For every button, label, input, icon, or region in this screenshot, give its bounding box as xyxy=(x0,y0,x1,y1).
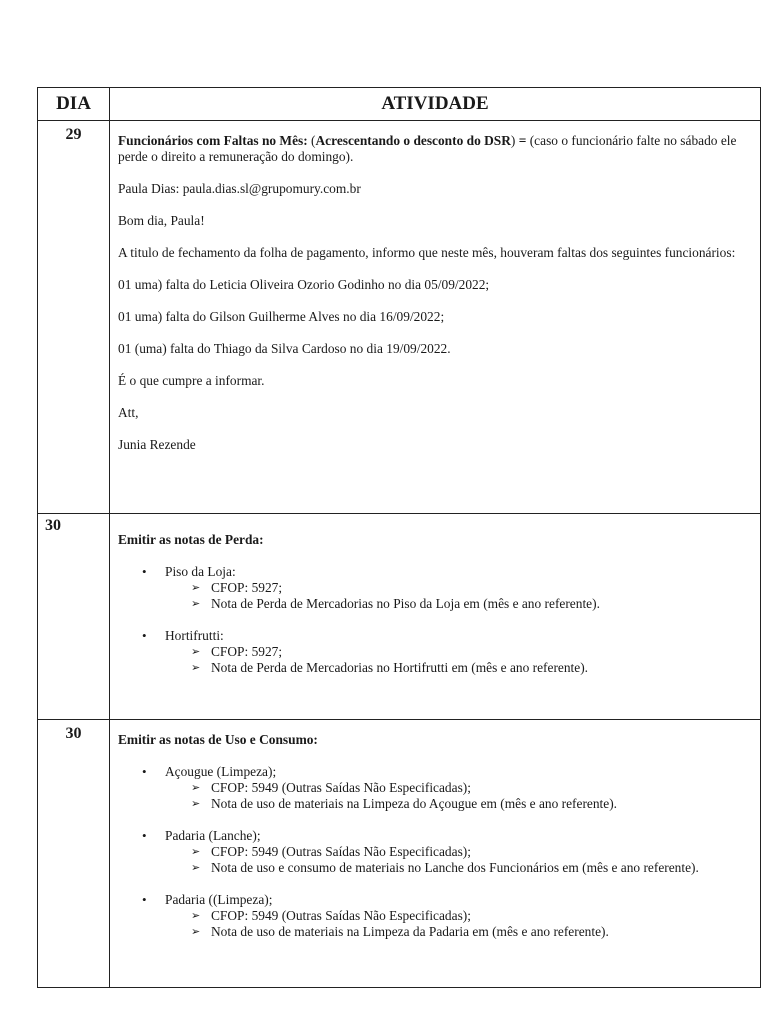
title-bold: Acrescentando o desconto do DSR xyxy=(315,133,511,148)
sub-item xyxy=(165,908,752,924)
list-item-label: Piso da Loja: xyxy=(165,564,236,579)
email-line: Paula Dias: paula.dias.sl@grupomury.com.br xyxy=(118,181,361,196)
arrow-icon: ➢ xyxy=(191,926,201,938)
list-item xyxy=(118,564,752,612)
day-cell: 29 xyxy=(38,121,110,514)
table-row xyxy=(38,121,761,514)
sub-list xyxy=(165,780,752,812)
title-bold: = xyxy=(518,133,527,148)
header-atividade: ATIVIDADE xyxy=(110,88,761,121)
greeting: Bom dia, Paula! xyxy=(118,213,205,228)
arrow-icon: ➢ xyxy=(191,782,201,794)
title-rest: (caso o funcionário falte no sábado ele perde o direito a remuneração do domingo). xyxy=(118,133,737,164)
list-item xyxy=(118,828,752,876)
bullet-icon: • xyxy=(142,764,147,779)
table-header-row xyxy=(38,88,761,121)
absence-item: 01 uma) falta do Leticia Oliveira Ozorio Godinho no dia 05/09/2022; xyxy=(118,277,490,292)
header-dia: DIA xyxy=(38,88,110,121)
signature-name: Junia Rezende xyxy=(118,437,196,452)
title-paren-open: ( xyxy=(307,133,316,148)
sub-item-text: CFOP: 5949 (Outras Saídas Não Especificadas); xyxy=(211,844,471,859)
bullet-icon: • xyxy=(142,892,147,907)
list-item xyxy=(118,892,752,940)
sub-item xyxy=(165,596,752,612)
closing-line: É o que cumpre a informar. xyxy=(118,373,265,388)
absence-item: 01 uma) falta do Gilson Guilherme Alves no dia 16/09/2022; xyxy=(118,309,445,324)
list-item-label: Padaria ((Limpeza); xyxy=(165,892,273,907)
activity-cell xyxy=(110,720,761,988)
sub-item xyxy=(165,660,752,676)
sub-item xyxy=(165,780,752,796)
activity-table xyxy=(37,87,761,988)
arrow-icon: ➢ xyxy=(191,910,201,922)
activity-heading xyxy=(118,732,752,748)
sub-item-text: CFOP: 5927; xyxy=(211,580,283,595)
heading-text: Emitir as notas de Uso e Consumo: xyxy=(118,732,318,747)
absence-item: 01 (uma) falta do Thiago da Silva Cardoso no dia 19/09/2022. xyxy=(118,341,451,356)
sub-item-text: CFOP: 5927; xyxy=(211,644,283,659)
table-row xyxy=(38,514,761,720)
list-item-label: Hortifrutti: xyxy=(165,628,224,643)
sub-item xyxy=(165,796,752,812)
sub-list xyxy=(165,644,752,676)
arrow-icon: ➢ xyxy=(191,862,201,874)
list-item-label: Padaria (Lanche); xyxy=(165,828,261,843)
sub-item-text: Nota de uso e consumo de materiais no Lanche dos Funcionários em (mês e ano referente). xyxy=(211,860,699,875)
sub-list xyxy=(165,580,752,612)
sub-item-text: Nota de Perda de Mercadorias no Piso da Loja em (mês e ano referente). xyxy=(211,596,600,611)
sub-item xyxy=(165,844,752,860)
sub-item-text: CFOP: 5949 (Outras Saídas Não Especificadas); xyxy=(211,908,471,923)
list-item xyxy=(118,764,752,812)
day-cell: 30 xyxy=(38,514,110,720)
arrow-icon: ➢ xyxy=(191,798,201,810)
sub-item-text: Nota de uso de materiais na Limpeza da Padaria em (mês e ano referente). xyxy=(211,924,609,939)
day-cell: 30 xyxy=(38,720,110,988)
sub-item xyxy=(165,924,752,940)
activity-cell xyxy=(110,121,761,514)
sub-list xyxy=(165,844,752,876)
signoff: Att, xyxy=(118,405,139,420)
activity-heading xyxy=(118,532,752,548)
sub-item xyxy=(165,644,752,660)
sub-item xyxy=(165,580,752,596)
title-bold: Funcionários com Faltas no Mês: xyxy=(118,133,308,148)
bullet-icon: • xyxy=(142,828,147,843)
heading-text: Emitir as notas de Perda: xyxy=(118,532,264,547)
sub-item xyxy=(165,860,752,876)
arrow-icon: ➢ xyxy=(191,598,201,610)
arrow-icon: ➢ xyxy=(191,582,201,594)
sub-item-text: Nota de Perda de Mercadorias no Hortifrutti em (mês e ano referente). xyxy=(211,660,589,675)
activity-title xyxy=(118,133,752,165)
sub-list xyxy=(165,908,752,940)
body-paragraph: A titulo de fechamento da folha de pagamento, informo que neste mês, houveram faltas dos seguintes funcionários: xyxy=(118,245,736,260)
title-paren-close: ) xyxy=(510,133,519,148)
sub-item-text: CFOP: 5949 (Outras Saídas Não Especificadas); xyxy=(211,780,471,795)
arrow-icon: ➢ xyxy=(191,846,201,858)
bullet-list xyxy=(118,764,752,940)
arrow-icon: ➢ xyxy=(191,662,201,674)
list-item-label: Açougue (Limpeza); xyxy=(165,764,277,779)
table-row xyxy=(38,720,761,988)
bullet-icon: • xyxy=(142,628,147,643)
bullet-icon: • xyxy=(142,564,147,579)
sub-item-text: Nota de uso de materiais na Limpeza do Açougue em (mês e ano referente). xyxy=(211,796,618,811)
bullet-list xyxy=(118,564,752,676)
list-item xyxy=(118,628,752,676)
activity-cell xyxy=(110,514,761,720)
arrow-icon: ➢ xyxy=(191,646,201,658)
